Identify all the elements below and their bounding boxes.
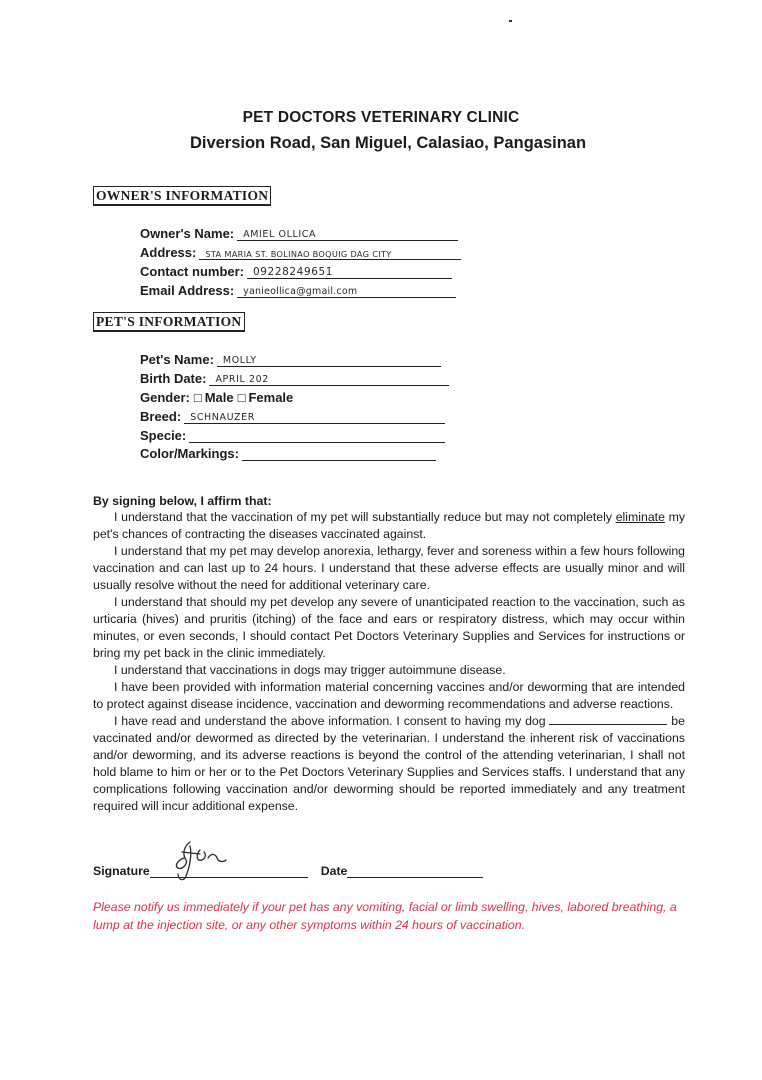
birth-date-field[interactable] — [209, 370, 449, 386]
birth-date-value: APRIL 202 — [215, 374, 269, 385]
signature-field[interactable] — [150, 864, 308, 878]
owner-name-label: Owner's Name: — [140, 226, 235, 241]
color-row — [140, 443, 436, 461]
pet-name-label: Pet's Name: — [140, 352, 214, 367]
male-checkbox[interactable]: □ — [193, 390, 202, 405]
consent-p6-text: I have read and understand the above information. I consent to having my dog — [114, 714, 550, 728]
consent-p6-text-end: be vaccinated and/or dewormed as directed by the veterinarian. I understand the inherent risk of vaccinations and/or deworming, and its adverse reactions is beyond the control of the attending veterinarian, I shall not hold blame to him or her or to the Pet Doctors Veterinary Supplies and Services staffs. I understand that any complications following vaccination and/or deworming should be reported immediately and any treatment required will incur additional expense. — [93, 714, 685, 813]
warning-note: Please notify us immediately if your pet has any vomiting, facial or limb swelling, hives, labored breathing, a lump at the injection site, or any other symptoms within 24 hours of vaccination. — [93, 900, 677, 932]
pet-name-value: MOLLY — [222, 355, 257, 366]
clinic-address: Diversion Road, San Miguel, Calasiao, Pangasinan — [189, 134, 587, 152]
pet-name-field[interactable] — [217, 351, 441, 367]
birth-date-label: Birth Date: — [140, 371, 207, 386]
consent-paragraph-6 — [93, 713, 685, 815]
color-label: Color/Markings: — [140, 446, 239, 461]
handwritten-signature — [160, 840, 230, 884]
owner-name-value: AMIEL OLLICA — [243, 229, 317, 240]
consent-paragraph-3: I understand that should my pet develop any severe of unanticipated reaction to the vaccination, such as urticaria (hives) and pruritis (itching) of the face and ears or respiratory distress, which may occur within minutes, or even seconds, I should contact Pet Doctors Veterinary Supplies and Services for instructions or bring my pet back in the clinic immediately. — [93, 595, 685, 660]
date-label: Date — [320, 864, 348, 878]
breed-field[interactable] — [184, 408, 445, 424]
gender-label: Gender: — [140, 390, 190, 405]
address-field[interactable] — [199, 244, 461, 260]
consent-p1-text: I understand that the vaccination of my pet will substantially reduce but may not completely — [114, 510, 616, 524]
female-option-label: Female — [248, 390, 294, 405]
specie-row — [140, 425, 445, 443]
consent-p1-underlined: eliminate — [615, 510, 665, 524]
female-checkbox[interactable]: □ — [237, 390, 246, 405]
scan-mark — [509, 20, 512, 22]
breed-label: Breed: — [140, 409, 182, 424]
address-label: Address: — [140, 245, 197, 260]
signature-label: Signature — [93, 864, 150, 878]
clinic-name: PET DOCTORS VETERINARY CLINIC — [242, 109, 520, 126]
breed-row — [140, 406, 445, 424]
dog-name-blank[interactable] — [549, 713, 667, 725]
contact-label: Contact number: — [140, 264, 244, 279]
date-field[interactable] — [347, 864, 483, 878]
consent-body — [93, 509, 685, 815]
consent-paragraph-4: I understand that vaccinations in dogs may trigger autoimmune disease. — [114, 663, 506, 677]
address-row — [140, 242, 461, 260]
male-option-label: Male — [204, 390, 234, 405]
gender-row — [140, 387, 293, 405]
specie-field[interactable] — [189, 427, 445, 443]
color-field[interactable] — [242, 445, 436, 461]
consent-paragraph-5: I have been provided with information material concerning vaccines and/or deworming that are intended to protect against disease incidence, vaccination and deworming recommendations and adverse reactions. — [93, 680, 685, 711]
pet-name-row — [140, 349, 441, 367]
email-value: yanieollica@gmail.com — [243, 286, 358, 297]
owner-name-field[interactable] — [237, 225, 458, 241]
email-label: Email Address: — [140, 283, 235, 298]
signature-row — [93, 864, 483, 878]
contact-field[interactable] — [247, 263, 452, 279]
specie-label: Specie: — [140, 428, 187, 443]
email-field[interactable] — [237, 282, 456, 298]
owner-name-row — [140, 223, 458, 241]
breed-value: SCHNAUZER — [190, 412, 255, 423]
address-value: STA MARIA ST. BOLINAO BOQUIG DAG CITY — [205, 249, 392, 259]
pet-section-heading: PET'S INFORMATION — [93, 312, 245, 332]
contact-row — [140, 261, 452, 279]
consent-paragraph-1 — [93, 509, 685, 543]
consent-paragraph-2: I understand that my pet may develop anorexia, lethargy, fever and soreness within a few hours following vaccination and can last up to 24 hours. I understand that these adverse effects are usually minor and will usually resolve without the need for additional veterinary care. — [93, 544, 685, 592]
consent-intro: By signing below, I affirm that: — [93, 494, 272, 508]
email-row — [140, 280, 456, 298]
contact-value: 09228249651 — [253, 266, 334, 278]
owner-section-heading: OWNER'S INFORMATION — [93, 186, 271, 206]
consent-p1-text-end: my pet's chances of contracting the diseases vaccinated against. — [93, 510, 686, 541]
birth-date-row — [140, 368, 449, 386]
